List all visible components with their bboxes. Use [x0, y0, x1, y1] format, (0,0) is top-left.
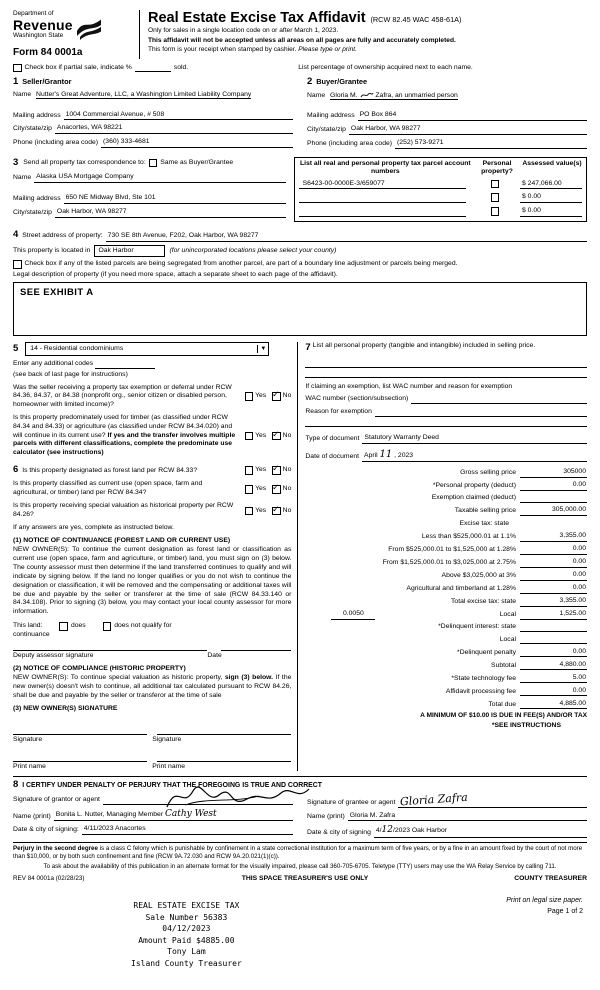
tax-row [305, 532, 587, 542]
no-label: No [282, 465, 292, 473]
tax-row-label: From $525,000.01 to $1,525,000 at 1.28% [388, 546, 516, 554]
same-as-buyer-checkbox[interactable] [149, 159, 158, 168]
partial-sale-percent-field[interactable] [135, 64, 171, 72]
form-revision: REV 84 0001a (02/28/23) [13, 875, 85, 883]
form-title: Real Estate Excise Tax Affidavit [148, 10, 366, 26]
tax-row-label: *Delinquent interest: state [438, 623, 516, 631]
seller-mailing-label: Mailing address [13, 111, 61, 119]
correspondence-mailing-value: 650 NE Midway Blvd, Ste 101 [64, 194, 286, 204]
signature-label-2: Signature [152, 735, 182, 743]
tax-row-value: 3,355.00 [520, 532, 587, 542]
land-use-value: 14 - Residential condominiums [30, 344, 124, 352]
reason-exemption-label: Reason for exemption [305, 408, 372, 416]
exemption-question: Was the seller receiving a property tax exemption or deferral under RCW 84.36, 84.37, or 84.38 (nonprofit org., senior citizen or disabled person, homeowner with limited income)? [13, 383, 232, 409]
tax-row-value: 0.00 [520, 545, 587, 555]
tax-row-label: *Delinquent penalty [457, 648, 516, 656]
partial-sale-checkbox[interactable] [13, 64, 22, 73]
correspondence-city-label: City/state/zip [13, 208, 52, 216]
grantor-signature-block [13, 792, 303, 838]
stamp-treasurer-name: Tony Lam [167, 947, 206, 957]
tax-row [305, 468, 587, 478]
dept-of-label: Department of [13, 10, 54, 17]
notice-3-title: (3) NEW OWNER(S) SIGNATURE [13, 704, 118, 712]
land-use-select[interactable] [25, 342, 269, 356]
reason-exemption-field[interactable] [375, 408, 587, 417]
parcel-row [299, 193, 582, 203]
correspondence-name-value: Alaska USA Mortgage Company [34, 173, 286, 183]
assessed-values-header: Assessed value(s) [522, 159, 582, 167]
buyer-name-part2: Zafra, an unmarried person [375, 91, 458, 99]
tax-row-value[interactable] [520, 494, 587, 503]
grantee-date-handwritten: 12 [381, 825, 393, 836]
minimum-due-note: A MINIMUM OF $10.00 IS DUE IN FEE(S) AND/OR TAX [420, 712, 587, 720]
assessed-value-3: $ 0.00 [520, 207, 582, 217]
tax-row-label: Gross selling price [460, 469, 516, 477]
no-label: No [282, 506, 292, 514]
dropdown-arrow-icon[interactable]: ▼ [257, 345, 268, 353]
doc-date-day-handwritten: 11 [379, 449, 393, 461]
personal-property-label: List all personal property (tangible and intangible) included in selling price. [312, 342, 536, 350]
print-name-label-2: Print name [152, 762, 186, 770]
deputy-signature-line[interactable] [13, 650, 207, 651]
tax-row [305, 494, 587, 503]
notice-1-title: (1) NOTICE OF CONTINUANCE (FOREST LAND OR CURRENT USE) [13, 536, 231, 544]
wac-number-field[interactable] [411, 395, 587, 404]
legal-description-value: SEE EXHIBIT A [20, 287, 94, 299]
left-column [13, 342, 297, 771]
yes-label: Yes [255, 465, 267, 473]
personal-property-checkbox-2[interactable] [491, 193, 500, 202]
footer-row [13, 875, 587, 884]
tax-row-value: 3,355.00 [520, 597, 587, 607]
new-owner-signature-line-2[interactable] [157, 726, 291, 735]
grantor-date-value: 4/11/2023 Anacortes [82, 825, 293, 835]
tax-row-value: 305000 [520, 468, 587, 478]
tax-row [305, 661, 587, 671]
doc-date-value [362, 448, 587, 462]
exemption-claim-note: If claiming an exemption, list WAC number and reason for exemption [305, 383, 513, 391]
section-3-number: 3 [13, 156, 19, 168]
assessed-value-1: $ 247,066.00 [520, 180, 582, 190]
partial-sale-sold-label: sold. [173, 63, 189, 71]
tax-row-value: 0.00 [520, 648, 587, 658]
if-yes-note: If any answers are yes, complete as instructed below. [13, 523, 174, 531]
grantee-signature-label: Signature of grantee or agent [307, 798, 396, 806]
seller-name-value: Nutter's Great Adventure, LLC, a Washington Limited Liability Company [36, 90, 252, 98]
seller-city-value: Anacortes, WA 98221 [55, 124, 293, 134]
section-8-number: 8 [13, 779, 19, 791]
street-address-value: 730 SE 8th Avenue, F202, Oak Harbor, WA 98277 [106, 232, 587, 242]
parcel-table [294, 157, 587, 222]
signature-label-1: Signature [13, 735, 43, 743]
see-back-note: (see back of last page for instructions) [13, 370, 128, 378]
does-not-label: does not qualify for [114, 622, 172, 630]
header-note-1: Only for sales in a single location code on or after March 1, 2023. [148, 27, 339, 35]
tax-row-label: Total excise tax: state [451, 598, 516, 606]
revenue-logo-icon [76, 19, 102, 41]
seller-name-label: Name [13, 90, 32, 98]
same-as-buyer-label: Same as Buyer/Grantee [160, 158, 234, 166]
partial-sale-row [13, 64, 587, 73]
stamp-title: REAL ESTATE EXCISE TAX [133, 901, 240, 911]
reason-exemption-field-2[interactable] [305, 417, 587, 427]
continuance-label: continuance [13, 630, 50, 638]
buyer-phone-value: (252) 573-9271 [395, 139, 587, 149]
header-note-3: This form is your receipt when stamped by cashier. [148, 46, 297, 54]
notice-2-body: NEW OWNER(S): To continue special valuation as historic property, [13, 674, 225, 682]
tax-row-value: 0.00 [520, 584, 587, 594]
check-icon: ✓ [272, 482, 280, 493]
tax-row-value: 1,525.00 [520, 610, 587, 620]
form-number: Form 84 0001a [13, 46, 83, 58]
legal-description-label: Legal description of property (if you need more space, attach a separate sheet to each page of the affidavit). [13, 271, 338, 279]
seller-grantor-heading: Seller/Grantor [22, 77, 72, 87]
grantee-signature-handwritten: Gloria Zafra [400, 790, 469, 809]
rcw-reference: (RCW 82.45 WAC 458-61A) [370, 15, 462, 24]
ownership-note: List percentage of ownership acquired next to each name. [298, 63, 473, 71]
buyer-mailing-label: Mailing address [307, 112, 355, 120]
stamp-date: 04/12/2023 [162, 924, 211, 934]
new-owner-print-line-2[interactable] [157, 753, 291, 762]
no-label: No [282, 431, 292, 439]
tax-row-value: 0.00 [520, 571, 587, 581]
stamp-amount-paid: Amount Paid $4885.00 [138, 935, 235, 945]
parcel-row [299, 207, 582, 217]
excise-tax-stamp [131, 900, 242, 970]
header-note-2: This affidavit will not be accepted unless all areas on all pages are fully and accurately completed. [148, 36, 456, 44]
forest-land-question: Is this property designated as forest land per RCW 84.33? [22, 467, 198, 475]
tax-row-value: 0.00 [520, 558, 587, 568]
personal-property-field-1[interactable] [305, 358, 587, 368]
perjury-lead: Perjury in the second degree [13, 845, 98, 853]
current-use-question: Is this property classified as current use (open space, farm and agricultural, or timber) land per RCW 84.34? [13, 480, 203, 497]
grantor-printed-name: Bonita L. Nutter, Managing Member [55, 810, 164, 818]
yes-label: Yes [255, 506, 267, 514]
unincorporated-note: (for unincorporated locations please select your county) [169, 246, 337, 254]
tax-row-value[interactable] [520, 635, 587, 644]
doc-type-label: Type of document [305, 435, 360, 443]
tax-row-label: *State technology fee [451, 674, 516, 682]
tax-row [305, 687, 587, 697]
tax-row-label: From $1,525,000.01 to $3,025,000 at 2.75% [382, 559, 516, 567]
parties-section [13, 76, 587, 148]
buyer-section [305, 76, 587, 148]
seller-mailing-value: 1004 Commercial Avenue, # 508 [64, 111, 293, 121]
treasurer-space-label: THIS SPACE TREASURER'S USE ONLY [241, 875, 369, 883]
handwritten-mark [360, 91, 374, 99]
tax-row-label: Total due [488, 700, 516, 708]
revenue-label: Revenue [13, 17, 73, 34]
buyer-phone-label: Phone (including area code) [307, 140, 393, 148]
tax-row [305, 635, 587, 644]
no-label: No [282, 392, 292, 400]
grantee-date-label: Date & city of signing [307, 829, 371, 837]
new-owner-signature-line-1[interactable] [13, 726, 147, 735]
current-use-no-checkbox[interactable] [272, 482, 281, 494]
personal-property-field-2[interactable] [305, 368, 587, 378]
grantee-print-label: Name (print) [307, 812, 345, 820]
legal-description-box[interactable] [13, 282, 587, 336]
correspondence-parcels-row [13, 157, 587, 222]
tax-row [305, 648, 587, 658]
grantor-date-label: Date & city of signing: [13, 826, 79, 834]
tax-row-value: 0.00 [520, 481, 587, 491]
tax-row-value: 4,880.00 [520, 661, 587, 671]
parcel-number-value: S6423-00-0000E-3/659077 [299, 180, 466, 190]
notice-1-body: NEW OWNER(S): To continue the current designation as forest land or classification as current use (open space, farm and agriculture, or timber) land, you must sign on (3) below. The county assessor must then determine if the land transferred continues to qualify and will indicate by signing below. If the land no longer qualifies or you do not wish to continue the designation or classification, it will be removed and the compensating or additional taxes will be due and payable by the seller or transferer at the time of sale (RCW 84.33.140 or 84.34.108). Prior to signing (3) below, you may contact your local county assessor for more information. [13, 546, 292, 616]
excise-tax-state-header: Excise tax: state [459, 520, 509, 528]
tax-row-label: Agricultural and timberland at 1.28% [406, 585, 516, 593]
yes-label: Yes [255, 392, 267, 400]
tax-row [305, 545, 587, 555]
washington-state-label: Washington State [13, 32, 64, 40]
check-icon: ✓ [272, 428, 280, 439]
doc-date-label: Date of document [305, 453, 360, 461]
section-6-number: 6 [13, 464, 19, 476]
see-instructions-note: *SEE INSTRUCTIONS [491, 722, 561, 730]
agency-block [13, 10, 140, 59]
personal-property-checkbox-1[interactable] [491, 180, 500, 189]
grantee-print-value: Gloria M. Zafra [348, 812, 587, 822]
check-icon: ✓ [272, 463, 280, 474]
correspondence-name-label: Name [13, 174, 32, 182]
segregated-label: Check box if any of the listed parcels are being segregated from another parcel, are part of a boundary line adjustment or parcels being merged. [24, 260, 458, 268]
new-owner-print-line-1[interactable] [13, 753, 147, 762]
treasurer-stamp-area [13, 894, 587, 990]
buyer-city-label: City/state/zip [307, 126, 346, 134]
accessibility-note: To ask about the availability of this publication in an alternate format for the visually impaired, please call 360-705-6705. Teletype (TTY) users may use the WA Relay Service by calling 711. [43, 862, 557, 870]
check-icon: ✓ [272, 389, 280, 400]
notice-2-body-cont: If the new owner(s) doesn't wish to continue, all additional tax calculated pursuant to RCW 84.26, shall be due and payable by the seller or transferor at the time of sale [13, 674, 292, 700]
certify-statement: I CERTIFY UNDER PENALTY OF PERJURY THAT THE FOREGOING IS TRUE AND CORRECT [22, 782, 322, 790]
grantor-signature-label: Signature of grantor or agent [13, 795, 100, 803]
page-number: Page 1 of 2 [547, 908, 583, 916]
seller-phone-value: (360) 333-4681 [101, 138, 293, 148]
correspondence-city-value: Oak Harbor, WA 98277 [55, 208, 286, 218]
tax-row-label: Above $3,025,000 at 3% [441, 572, 516, 580]
tax-row-value: 4,885.00 [520, 700, 587, 710]
historic-question: Is this property receiving special valuation as historical property per RCW 84.26? [13, 502, 234, 518]
perjury-body: is a class C felony which is punishable by confinement in a state correctional institution for a maximum term of five years, or by a fine in an amount fixed by the court of not more than $10,000, or by both such confinement and fine (RCW 9A.72.030 and RCW 9A.20.021(1)(c)). [13, 845, 583, 860]
tax-row [305, 623, 587, 632]
form-header [13, 10, 587, 59]
located-in-select[interactable]: Oak Harbor [94, 245, 165, 258]
tax-row-value: 305,000.00 [520, 506, 587, 516]
grantee-date-value [374, 825, 587, 838]
seller-phone-label: Phone (including area code) [13, 139, 99, 147]
tax-row-label: Subtotal [491, 661, 516, 669]
tax-row-value[interactable] [520, 623, 587, 632]
buyer-name-value [330, 92, 458, 100]
assessed-value-2: $ 0.00 [520, 193, 582, 203]
does-not-checkbox[interactable] [103, 622, 112, 631]
timber-question: Is this property predominately used for timber (as classified under RCW 84.34 and 84.33) or agriculture (as classified under RCW 84.34.020) and will continue in its current use? [13, 413, 233, 439]
doc-type-value: Statutory Warranty Deed [362, 434, 587, 444]
seller-section [13, 76, 305, 148]
grantee-date-prefix: 4/ [375, 827, 382, 835]
this-land-label: This land: [13, 622, 43, 630]
tax-row-label: Affidavit processing fee [445, 687, 516, 695]
grantee-signature-line[interactable] [398, 790, 587, 809]
yes-label: Yes [255, 484, 267, 492]
grantor-signature-line[interactable] [103, 796, 293, 805]
tax-row [305, 558, 587, 568]
check-icon: ✓ [272, 503, 280, 514]
tax-row [305, 597, 587, 607]
located-in-label: This property is located in [13, 246, 91, 254]
perjury-notice [13, 842, 587, 870]
yes-label: Yes [255, 431, 267, 439]
grantor-print-label: Name (print) [13, 812, 51, 820]
personal-property-checkbox-3[interactable] [491, 207, 500, 216]
local-rate-value: 0.0050 [331, 610, 375, 620]
tax-row-label: Less than $525,000.01 at 1.1% [421, 533, 516, 541]
section-4-number: 4 [13, 229, 19, 241]
buyer-mailing-value: PO Box 864 [358, 111, 587, 121]
property-section [13, 229, 587, 336]
wac-number-label: WAC number (section/subsection) [305, 395, 409, 403]
tax-row-local [305, 610, 587, 620]
street-address-label: Street address of property: [22, 232, 103, 240]
tax-row [305, 674, 587, 684]
title-block [148, 10, 587, 59]
exemption-yes-checkbox[interactable] [245, 392, 254, 401]
tax-row-label: Exemption claimed (deduct) [431, 494, 516, 502]
correspondence-label: Send all property tax correspondence to: [23, 158, 146, 166]
parcel-row [299, 180, 582, 190]
historic-no-checkbox[interactable] [272, 503, 281, 516]
stamp-sale-number: Sale Number 56383 [145, 912, 228, 922]
does-checkbox[interactable] [59, 622, 68, 631]
grantee-date-suffix: /2023 Oak Harbor [392, 827, 448, 835]
deputy-date-label: Date [207, 651, 222, 659]
main-columns [13, 342, 587, 771]
section-5-number: 5 [13, 342, 19, 354]
additional-codes-field[interactable] [95, 361, 155, 369]
additional-codes-label: Enter any additional codes [13, 359, 94, 367]
deputy-signature-label: Deputy assessor signature [13, 651, 94, 659]
grantor-print-value [54, 809, 293, 822]
legal-size-note: Print on legal size paper. [506, 897, 583, 905]
section-2-number: 2 [307, 76, 313, 88]
section-1-number: 1 [13, 76, 19, 88]
parcel-number-field-2[interactable] [299, 194, 466, 203]
buyer-name-part1: Gloria M. [330, 91, 358, 99]
tax-row-label: *Personal property (deduct) [432, 482, 516, 490]
notice-2-title: (2) NOTICE OF COMPLIANCE (HISTORIC PROPERTY) [13, 664, 186, 672]
buyer-name-label: Name [307, 91, 326, 99]
forest-yes-checkbox[interactable] [245, 466, 254, 475]
partial-sale-label: Check box if partial sale, indicate % [24, 63, 132, 71]
stamp-treasurer-title: Island County Treasurer [131, 959, 242, 969]
segregated-checkbox[interactable] [13, 260, 22, 269]
deputy-date-line[interactable] [221, 650, 291, 651]
tax-row [305, 700, 587, 710]
historic-yes-checkbox[interactable] [245, 507, 254, 516]
exemption-no-checkbox[interactable] [272, 389, 281, 401]
timber-no-checkbox[interactable] [272, 428, 281, 441]
forest-no-checkbox[interactable] [272, 463, 281, 475]
county-treasurer-label: COUNTY TREASURER [514, 875, 587, 883]
print-name-label-1: Print name [13, 762, 46, 770]
correspondence-mailing-label: Mailing address [13, 195, 61, 203]
doc-date-month: April [364, 452, 378, 460]
right-column [297, 342, 587, 771]
type-or-print-note: Please type or print. [298, 46, 357, 54]
buyer-city-value: Oak Harbor, WA 98277 [349, 125, 587, 135]
buyer-grantee-heading: Buyer/Grantee [316, 77, 368, 87]
tax-row-label: Taxable selling price [454, 507, 516, 515]
tax-row-value: 0.00 [520, 687, 587, 697]
current-use-yes-checkbox[interactable] [245, 485, 254, 494]
personal-property-header: Personal property? [481, 159, 513, 175]
timber-question-bold: If yes and the transfer involves multiple parcels with different classifications, complete the predominate use calculator (see instructions) [13, 431, 236, 457]
certification-section [13, 776, 587, 838]
tax-row-label: Local [499, 635, 516, 643]
no-label: No [282, 484, 292, 492]
parcel-number-field-3[interactable] [299, 208, 466, 217]
doc-date-year: , 2023 [394, 452, 414, 460]
tax-row [305, 584, 587, 594]
tax-row [305, 506, 587, 516]
section-7-number: 7 [305, 342, 311, 354]
does-label: does [70, 622, 86, 630]
grantor-handwritten-name: Cathy West [164, 808, 217, 819]
notice-2-sign-below: sign (3) below. [224, 674, 274, 682]
seller-city-label: City/state/zip [13, 125, 52, 133]
grantee-signature-block [303, 792, 587, 838]
timber-yes-checkbox[interactable] [245, 432, 254, 441]
parcel-numbers-header: List all real and personal property tax parcel account numbers [299, 159, 471, 175]
tax-row [305, 571, 587, 581]
tax-correspondence-section [13, 157, 294, 222]
tax-row [305, 481, 587, 491]
tax-row-label: Local [499, 611, 516, 619]
tax-row-value: 5.00 [520, 674, 587, 684]
